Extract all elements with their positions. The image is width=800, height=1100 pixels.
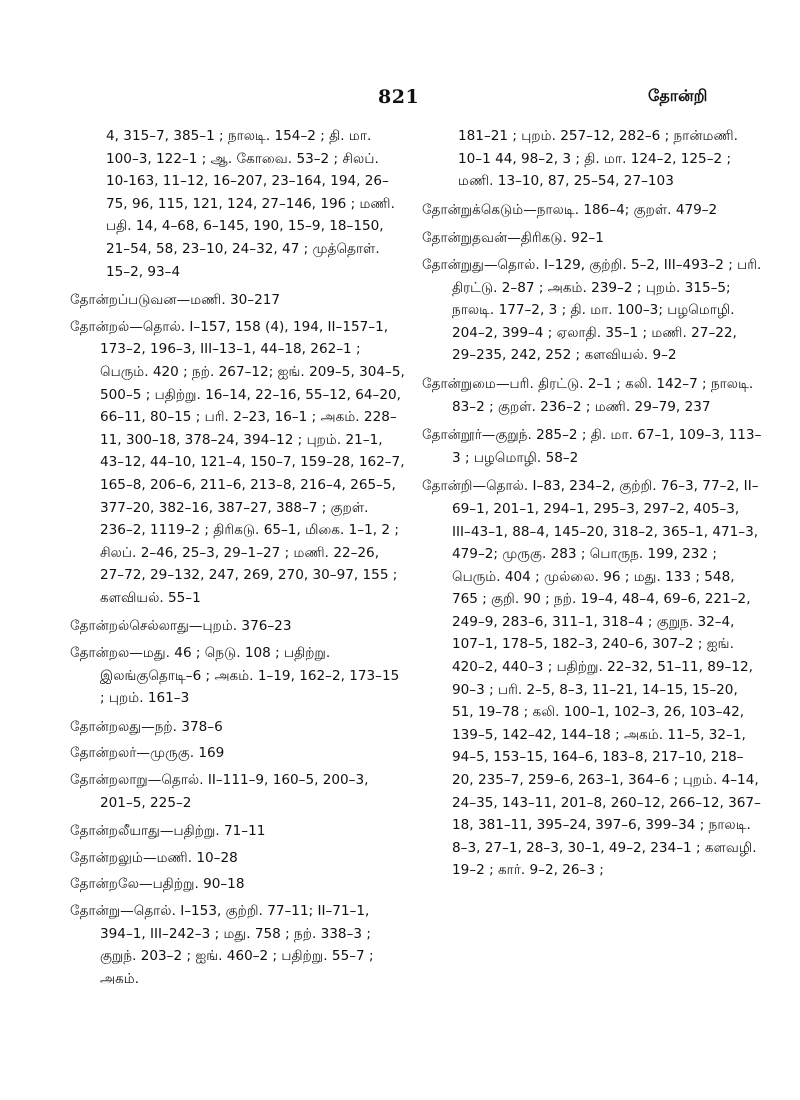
index-entry: தோன்றுமை—பரி. திரட்டு. 2–1 ; கலி. 142–7 ; நாலடி. 83–2 ; குறள். 236–2 ; மணி. 29–79, 237 — [422, 375, 754, 415]
index-entry: தோன்றலாறு—தொல். II–111–9, 160–5, 200–3, 201–5, 225–2 — [70, 772, 369, 811]
index-entry: தோன்றப்படுவன—மணி. 30–217 — [70, 292, 281, 309]
index-entry: தோன்றல—மது. 46 ; நெடு. 108 ; பதிற்று. இலங்குதொடி–6 ; அகம். 1–19, 162–2, 173–15 ; புறம். 161–3 — [70, 645, 400, 707]
index-entry: தோன்றுது—தொல். I–129, குற்றி. 5–2, III–493–2 ; பரி. திரட்டு. 2–87 ; அகம். 239–2 ; புறம். 315–5; நாலடி. 177–2, 3 ; தி. மா. 100–3; பழமொழி. 204–2, 399–4 ; ஏலாதி. 35–1 ; மணி. 27–22, 29–235, 242, 252 ; களவியல். 9–2 — [422, 256, 762, 364]
index-entry: 4, 315–7, 385–1 ; நாலடி. 154–2 ; தி. மா. 100–3, 122–1 ; ஆ. கோவை. 53–2 ; சிலப். 10-163, 11–12, 16–207, 23–164, 194, 26–75, 96, 115, 121, 124, 27–146, 196 ; மணி. பதி. 14, 4–68, 6–145, 190, 15–9, 18–150, 21–54, 58, 23–10, 24–32, 47 ; முத்தொள். 15–2, 93–4 — [106, 128, 395, 280]
index-entry: தோன்றலீயாது—பதிற்று. 71–11 — [70, 823, 266, 840]
right-column — [422, 125, 762, 888]
index-entry: தோன்றி—தொல். I–83, 234–2, குற்றி. 76–3, 77–2, II–69–1, 201–1, 294–1, 295–3, 297–2, 405–3, III–43–1, 88–4, 145–20, 318–2, 365–1, 471–3, 479–2; முருகு. 283 ; பொருந. 199, 232 ; பெரும். 404 ; முல்லை. 96 ; மது. 133 ; 548, 765 ; குறி. 90 ; நற். 19–4, 48–4, 69–6, 221–2, 249–9, 283–6, 311–1, 318–4 ; குறுந. 32–4, 107–1, 178–5, 182–3, 240–6, 307–2 ; ஐங். 420–2, 440–3 ; பதிற்று. 22–32, 51–11, 89–12, 90–3 ; பரி. 2–5, 8–3, 11–21, 14–15, 15–20, 51, 19–78 ; கலி. 100–1, 102–3, 26, 103–42, 139–5, 142–42, 144–18 ; அகம். 11–5, 32–1, 94–5, 153–15, 164–6, 183–8, 217–10, 218–20, 235–7, 259–6, 263–1, 364–6 ; புறம். 4–14, 24–35, 143–11, 201–8, 260–12, 266–12, 367–18, 381–11, 395–24, 397–6, 399–34 ; நாலடி. 8–3, 27–1, 28–3, 30–1, 49–2, 234–1 ; களவழி. 19–2 ; கார். 9–2, 26–3 ; — [422, 478, 761, 879]
index-entry: தோன்றலர்—முருகு. 169 — [70, 745, 225, 762]
index-entry: தோன்றலது—நற். 378–6 — [70, 718, 223, 735]
index-entry: தோன்றலே—பதிற்று. 90–18 — [70, 876, 245, 893]
index-entry: தோன்றுதவன்—திரிகடு. 92–1 — [422, 230, 604, 247]
left-column — [70, 125, 405, 996]
index-entry: தோன்றல்—தொல். I–157, 158 (4), 194, II–157–1, 173–2, 196–3, III–13–1, 44–18, 262–1 ; பெரும். 420 ; நற். 267–12; ஐங். 209–5, 304–5, 500–5 ; பதிற்று. 16–14, 22–16, 55–12, 64–20, 66–11, 80–15 ; பரி. 2–23, 16–1 ; அகம். 228–11, 300–18, 378–24, 394–12 ; புறம். 21–1, 43–12, 44–10, 121–4, 150–7, 159–28, 162–7, 165–8, 206–6, 211–6, 213–8, 216–4, 265–5, 377–20, 382–16, 387–27, 388–7 ; குறள். 236–2, 1119–2 ; திரிகடு. 65–1, மிகை. 1–1, 2 ; சிலப். 2–46, 25–3, 29–1–27 ; மணி. 22–26, 27–72, 29–132, 247, 269, 270, 30–97, 155 ; களவியல். 55–1 — [70, 318, 405, 606]
index-entry: தோன்றுக்கெடும்—நாலடி. 186–4; குறள். 479–2 — [422, 201, 718, 218]
index-entry: தோன்றலும்—மணி. 10–28 — [70, 849, 238, 866]
running-head: தோன்றி — [648, 86, 708, 105]
index-entry: தோன்றல்செல்லாது—புறம். 376–23 — [70, 618, 292, 635]
index-entry: 181–21 ; புறம். 257–12, 282–6 ; நான்மணி. 10–1 44, 98–2, 3 ; தி. மா. 124–2, 125–2 ; மணி. 13–10, 87, 25–54, 27–103 — [458, 128, 738, 190]
page-number: 821 — [378, 86, 420, 108]
index-entry: தோன்று—தொல். I–153, குற்றி. 77–11; II–71–1, 394–1, III–242–3 ; மது. 758 ; நற். 338–3 ; குறுந். 203–2 ; ஐங். 460–2 ; பதிற்று. 55–7 ; அகம். — [70, 903, 374, 987]
index-entry: தோன்றூர்—குறுந். 285–2 ; தி. மா. 67–1, 109–3, 113–3 ; பழமொழி. 58–2 — [422, 427, 762, 466]
